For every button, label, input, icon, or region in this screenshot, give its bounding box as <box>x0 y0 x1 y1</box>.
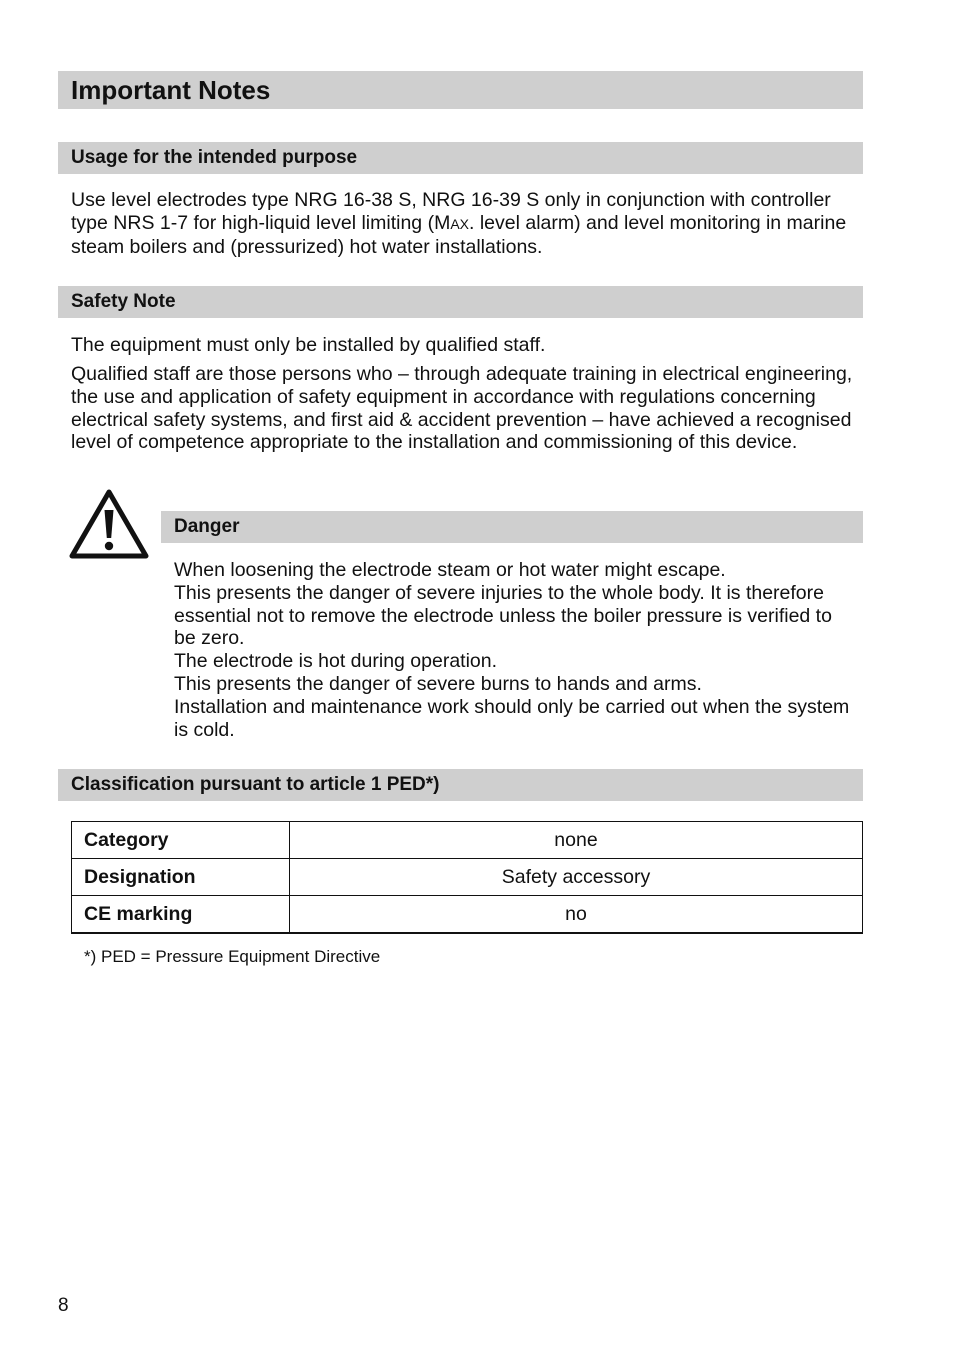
table-row <box>72 822 863 859</box>
footnote: *) PED = Pressure Equipment Directive <box>84 947 381 966</box>
table-key-cell: CE marking <box>72 896 290 934</box>
table-key-cell: Designation <box>72 859 290 896</box>
table-row <box>72 859 863 896</box>
page-number: 8 <box>58 1295 69 1316</box>
warning-triangle-icon <box>68 488 150 560</box>
danger-line: The electrode is hot during operation. <box>174 650 498 673</box>
usage-text-part1: Use level electrodes type NRG 16-38 S, NRG 16-39 S only in conjunction with controller type NRS 1-7 for high-liquid level limiting (M <box>71 189 831 234</box>
safety-paragraph-2: Qualified staff are those persons who – through adequate training in electrical engineering, the use and application of safety equipment in accordance with regulations concerning electrical safety systems, and first aid & accident prevention – have achieved a recognised level of competence appropriate to the installation and commissioning of this device. <box>71 363 853 454</box>
table-row <box>72 896 863 934</box>
danger-heading: Danger <box>161 511 863 543</box>
danger-line: This presents the danger of severe injuries to the whole body. It is therefore essential not to remove the electrode unless the boiler pressure is verified to be zero. <box>174 581 832 650</box>
table-key-cell: Category <box>72 822 290 859</box>
danger-line: Installation and maintenance work should only be carried out when the system is cold. <box>174 695 850 741</box>
usage-max-smallcaps: AX <box>450 215 469 232</box>
danger-line: This presents the danger of severe burns to hands and arms. <box>174 672 702 695</box>
classification-table <box>71 821 863 934</box>
table-value-cell: none <box>290 822 863 859</box>
classification-heading: Classification pursuant to article 1 PED*) <box>58 769 863 801</box>
usage-text-part2: . level alarm) and level monitoring in marine steam boilers and (pressurized) hot water installations. <box>71 211 847 258</box>
table-value-cell: Safety accessory <box>290 859 863 896</box>
safety-paragraph-1: The equipment must only be installed by qualified staff. <box>71 334 546 356</box>
danger-line: When loosening the electrode steam or hot water might escape. <box>174 559 726 581</box>
danger-text <box>174 559 859 741</box>
safety-heading: Safety Note <box>58 286 863 318</box>
table-value-cell: no <box>290 896 863 934</box>
usage-paragraph <box>71 189 861 258</box>
usage-heading: Usage for the intended purpose <box>58 142 863 174</box>
page-title: Important Notes <box>58 71 863 109</box>
